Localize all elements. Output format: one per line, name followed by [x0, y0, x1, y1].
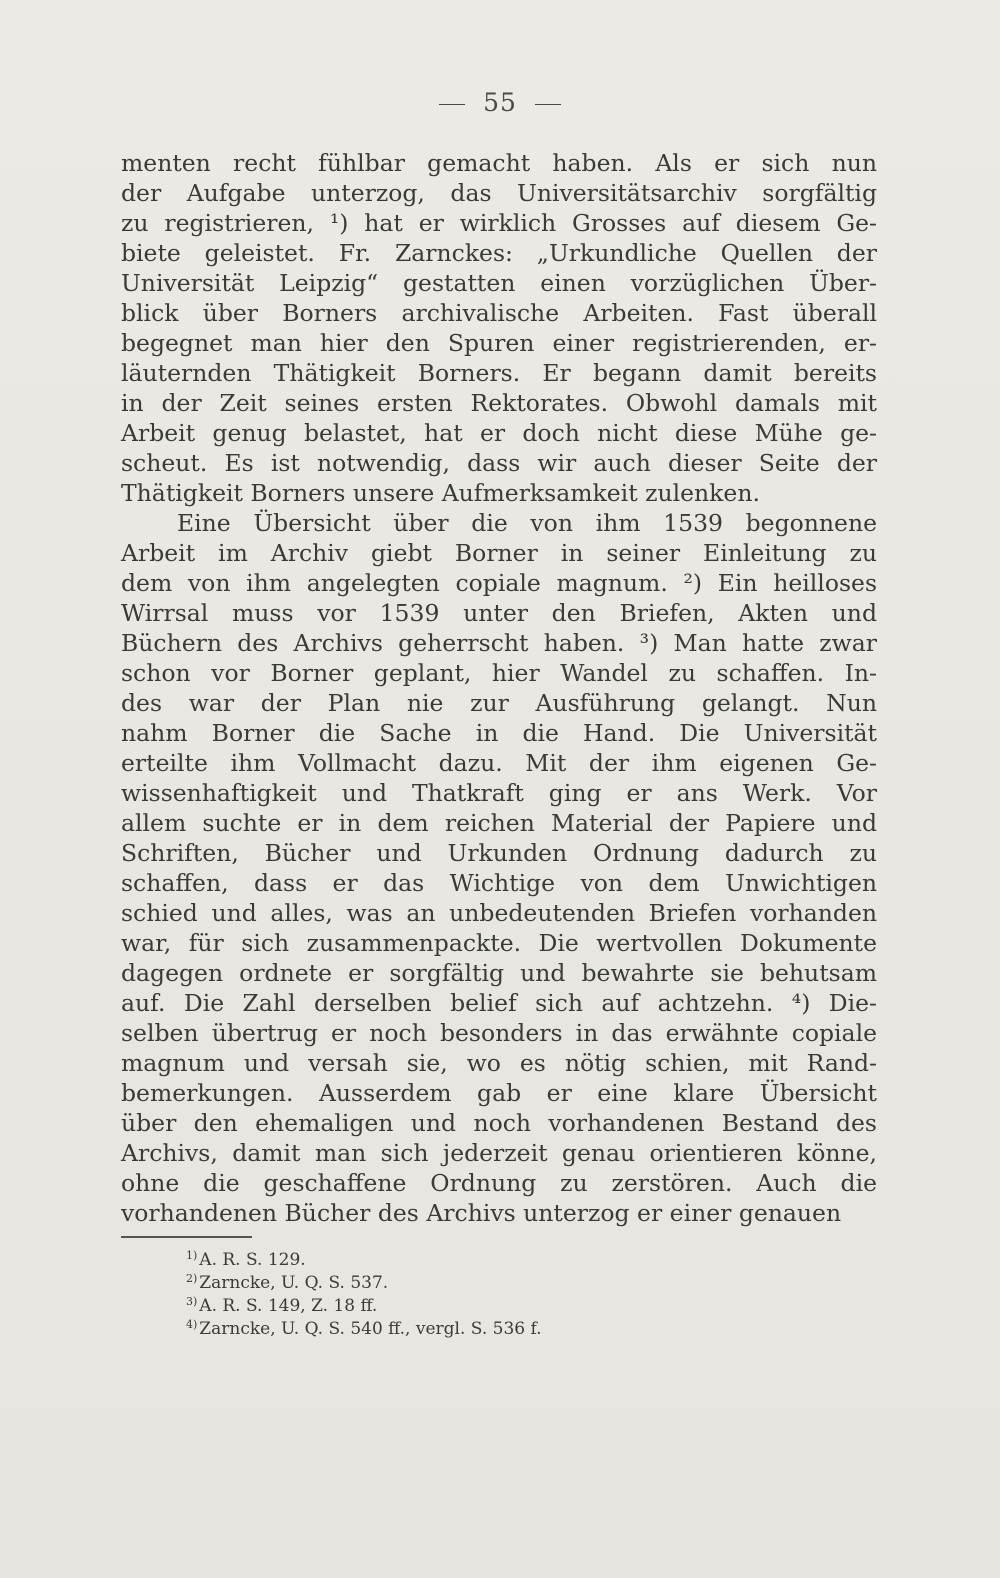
text-line: zu registrieren, ¹) hat er wirklich Grosses auf diesem Ge-	[121, 209, 877, 237]
text-line: war, für sich zusammenpackte. Die wertvollen Dokumente	[121, 929, 877, 957]
dash-left	[439, 104, 465, 106]
text-line: über den ehemaligen und noch vorhandenen Bestand des	[121, 1109, 877, 1137]
footnote	[186, 1244, 686, 1270]
text-line: läuternden Thätigkeit Borners. Er begann damit bereits	[121, 359, 877, 387]
text-line: in der Zeit seines ersten Rektorates. Obwohl damals mit	[121, 389, 877, 417]
page-number-text: 55	[483, 88, 517, 117]
text-line: schon vor Borner geplant, hier Wandel zu schaffen. In-	[121, 659, 877, 687]
text-line: begegnet man hier den Spuren einer registrierenden, er-	[121, 329, 877, 357]
text-line: des war der Plan nie zur Ausführung gelangt. Nun	[121, 689, 877, 717]
text-line: dagegen ordnete er sorgfältig und bewahrte sie behutsam	[121, 959, 877, 987]
text-line: schaffen, dass er das Wichtige von dem Unwichtigen	[121, 869, 877, 897]
footnote-text: A. R. S. 129.	[199, 1250, 306, 1270]
text-line: Archivs, damit man sich jederzeit genau orientieren könne,	[121, 1139, 877, 1167]
text-line: schied und alles, was an unbedeutenden Briefen vorhanden	[121, 899, 877, 927]
text-line: wissenhaftigkeit und Thatkraft ging er ans Werk. Vor	[121, 779, 877, 807]
text-line: Schriften, Bücher und Urkunden Ordnung dadurch zu	[121, 839, 877, 867]
dash-right	[535, 104, 561, 106]
footnote	[186, 1267, 686, 1293]
footnote-mark: 3)	[186, 1295, 198, 1308]
text-line: Arbeit im Archiv giebt Borner in seiner Einleitung zu	[121, 539, 877, 567]
text-line: bemerkungen. Ausserdem gab er eine klare Übersicht	[121, 1079, 877, 1107]
footnote	[186, 1313, 686, 1339]
text-line: magnum und versah sie, wo es nötig schien, mit Rand-	[121, 1049, 877, 1077]
text-line: vorhandenen Bücher des Archivs unterzog er einer genauen	[121, 1199, 842, 1227]
footnote-mark: 4)	[186, 1318, 198, 1331]
text-line: nahm Borner die Sache in die Hand. Die Universität	[121, 719, 877, 747]
page-number	[0, 88, 1000, 117]
footnote-text: A. R. S. 149, Z. 18 ff.	[199, 1296, 378, 1316]
text-line: allem suchte er in dem reichen Material der Papiere und	[121, 809, 877, 837]
text-line: Universität Leipzig“ gestatten einen vorzüglichen Über-	[121, 269, 877, 297]
text-line: blick über Borners archivalische Arbeiten. Fast überall	[121, 299, 877, 327]
footnote-mark: 2)	[186, 1272, 198, 1285]
footnote-text: Zarncke, U. Q. S. 540 ff., vergl. S. 536 f.	[199, 1319, 542, 1339]
text-line: Thätigkeit Borners unsere Aufmerksamkeit zulenken.	[121, 479, 760, 507]
text-line: Wirrsal muss vor 1539 unter den Briefen, Akten und	[121, 599, 877, 627]
body-text	[121, 148, 877, 1228]
text-line: selben übertrug er noch besonders in das erwähnte copiale	[121, 1019, 877, 1047]
footnote	[186, 1290, 686, 1316]
text-line: dem von ihm angelegten copiale magnum. ²) Ein heilloses	[121, 569, 877, 597]
footnote-rule	[121, 1236, 252, 1238]
text-line: auf. Die Zahl derselben belief sich auf achtzehn. ⁴) Die-	[121, 989, 877, 1017]
text-line: menten recht fühlbar gemacht haben. Als er sich nun	[121, 149, 877, 177]
footnote-text: Zarncke, U. Q. S. 537.	[199, 1273, 389, 1293]
text-line: Eine Übersicht über die von ihm 1539 begonnene	[177, 509, 877, 537]
text-line: der Aufgabe unterzog, das Universitätsarchiv sorgfältig	[121, 179, 877, 207]
text-line: scheut. Es ist notwendig, dass wir auch dieser Seite der	[121, 449, 877, 477]
text-line: ohne die geschaffene Ordnung zu zerstören. Auch die	[121, 1169, 877, 1197]
text-line: Arbeit genug belastet, hat er doch nicht diese Mühe ge-	[121, 419, 877, 447]
text-line: biete geleistet. Fr. Zarnckes: „Urkundliche Quellen der	[121, 239, 877, 267]
footnote-mark: 1)	[186, 1249, 198, 1262]
footnotes	[186, 1244, 686, 1339]
text-line: erteilte ihm Vollmacht dazu. Mit der ihm eigenen Ge-	[121, 749, 877, 777]
text-line: Büchern des Archivs geherrscht haben. ³) Man hatte zwar	[121, 629, 877, 657]
